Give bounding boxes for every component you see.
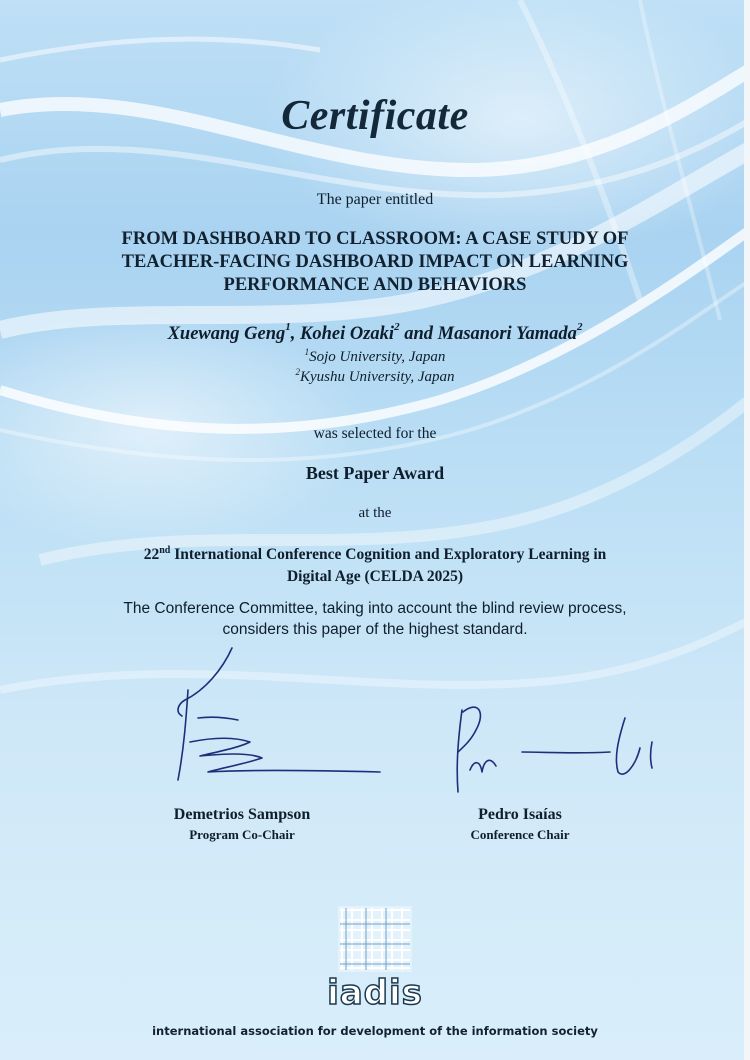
iadis-tagline: international association for development of the information society — [152, 1024, 598, 1038]
at-the-text: at the — [358, 505, 392, 521]
affiliation-line — [0, 347, 750, 366]
signatory-role: Program Co-Chair — [189, 827, 295, 842]
signatory-left — [142, 806, 342, 843]
conference-ordinal-suffix: nd — [159, 545, 171, 556]
conference-title: International Conference Cognition and Exploratory Learning in Digital Age (CELDA 2025) — [170, 546, 607, 586]
scan-edge — [744, 0, 750, 1060]
author-separator: and — [399, 324, 438, 345]
affiliation-mark: 1 — [304, 347, 310, 357]
author-name: Kohei Ozaki — [300, 324, 395, 345]
affiliation-name: Kyushu University, Japan — [299, 369, 455, 385]
certificate-title: Certificate — [281, 93, 469, 139]
signatory-name: Pedro Isaías — [478, 806, 562, 823]
conference-ordinal: 22 — [143, 546, 160, 564]
paper-title: FROM DASHBOARD TO CLASSROOM: A CASE STUDY OF TEACHER-FACING DASHBOARD IMPACT ON LEARNING PERFORMANCE AND BEHAVIORS — [121, 229, 629, 295]
committee-statement: The Conference Committee, taking into account the blind review process, considers this paper of the highest standard. — [123, 600, 627, 638]
iadis-wordmark: iadis — [327, 973, 423, 1013]
conference-name — [120, 540, 630, 588]
affiliation-mark: 2 — [394, 321, 400, 333]
intro-text: The paper entitled — [316, 191, 434, 208]
iadis-grid-logo-icon — [338, 906, 412, 972]
affiliation-mark: 2 — [576, 321, 583, 333]
author-name: Masanori Yamada — [437, 324, 577, 345]
affiliation-name: Sojo University, Japan — [309, 349, 446, 365]
affiliation-mark: 1 — [285, 321, 291, 333]
affiliation-line — [0, 367, 750, 386]
signatory-right — [425, 806, 615, 843]
award-name: Best Paper Award — [305, 463, 445, 483]
authors-line — [0, 323, 750, 345]
affiliation-mark: 2 — [295, 367, 300, 377]
author-name: Xuewang Geng — [167, 324, 286, 345]
signatory-name: Demetrios Sampson — [173, 806, 311, 823]
selected-text: was selected for the — [313, 425, 437, 442]
author-separator: , — [290, 324, 301, 345]
signatory-role: Conference Chair — [470, 827, 570, 842]
